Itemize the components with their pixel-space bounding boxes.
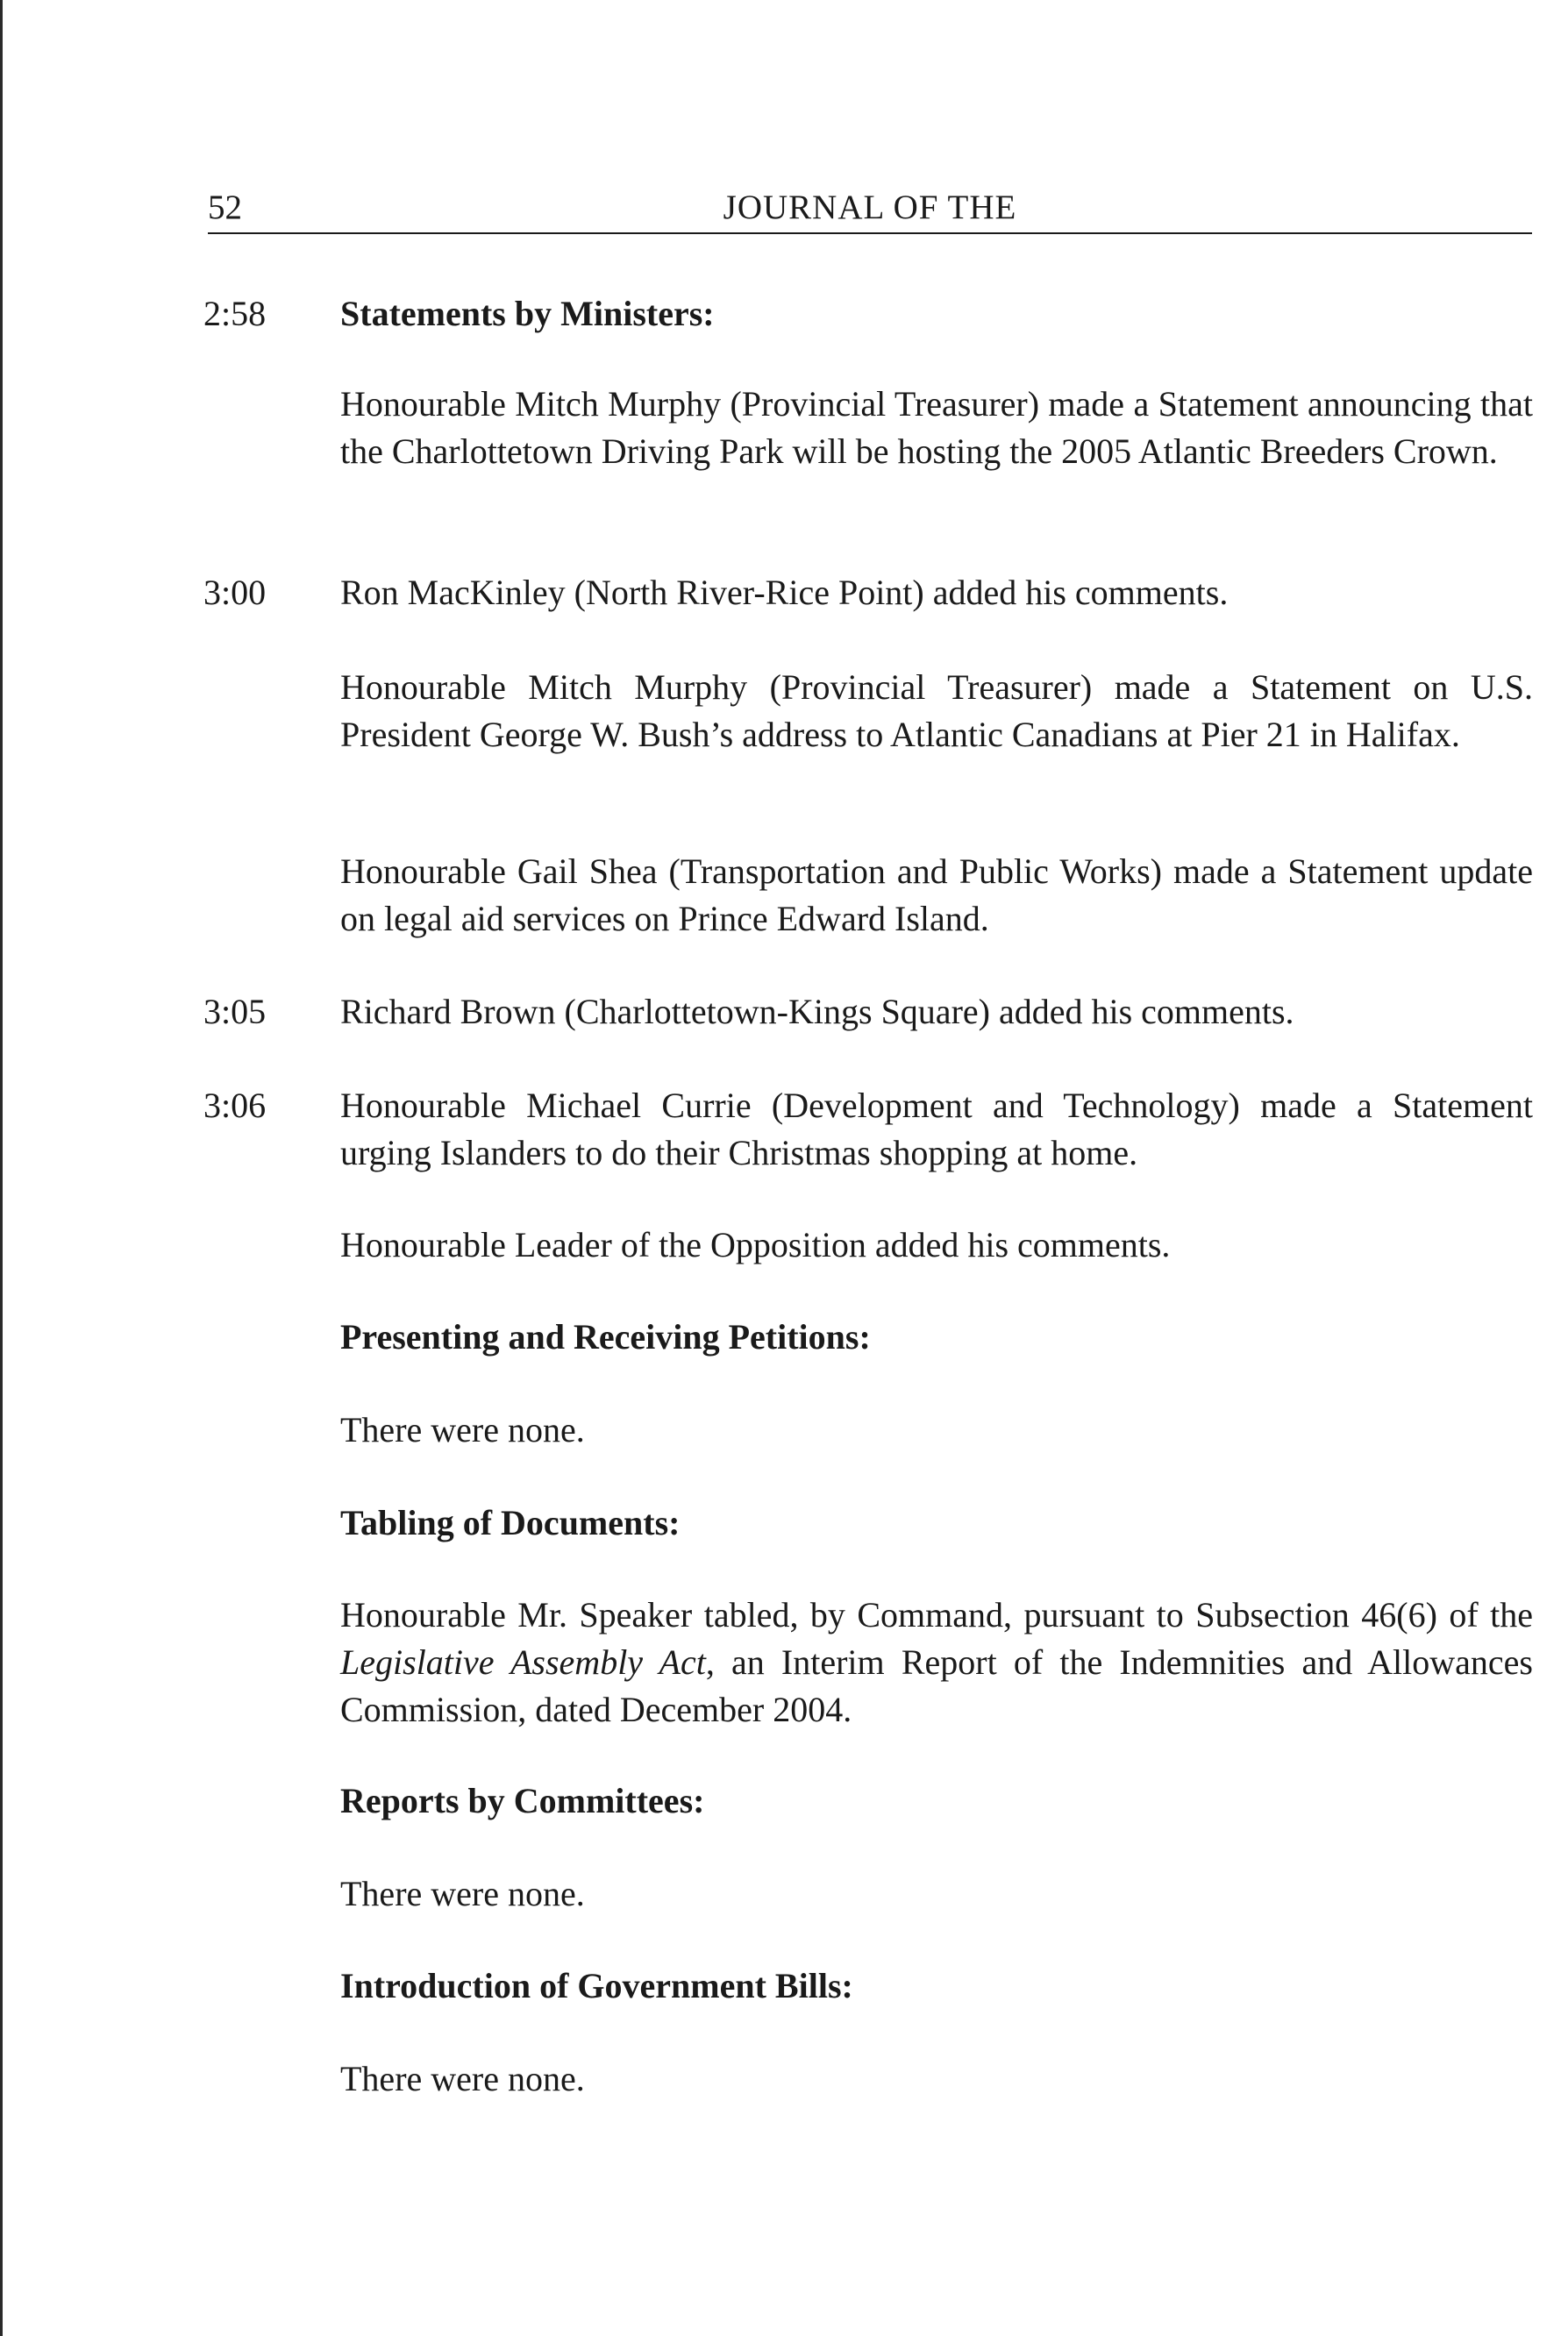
paragraph: Honourable Gail Shea (Transportation and Public Works) made a Statement update on legal aid services on Prince Edward Island. — [340, 851, 1533, 938]
act-title: Legislative Assembly Act — [340, 1642, 706, 1682]
section-heading: Presenting and Receiving Petitions: — [340, 1317, 871, 1357]
header-rule — [208, 232, 1532, 234]
paragraph: Ron MacKinley (North River-Rice Point) added his comments. — [340, 573, 1229, 612]
paragraph-text-before: Honourable Mr. Speaker tabled, by Command, pursuant to Subsection 46(6) of the — [340, 1595, 1533, 1634]
paragraph: Honourable Leader of the Opposition added his comments. — [340, 1225, 1171, 1264]
paragraph: Richard Brown (Charlottetown-Kings Square) added his comments. — [340, 992, 1294, 1031]
section-heading: Tabling of Documents: — [340, 1503, 681, 1542]
section-heading: Reports by Committees: — [340, 1781, 705, 1820]
page-number: 52 — [208, 189, 242, 226]
paragraph: Honourable Michael Currie (Development and Technology) made a Statement urging Islanders to do their Christmas shopping at home. — [340, 1086, 1533, 1172]
section-heading: Statements by Ministers: — [340, 294, 715, 333]
paragraph: There were none. — [340, 1410, 585, 1449]
timestamp: 3:05 — [203, 992, 267, 1031]
running-head: JOURNAL OF THE — [723, 189, 1017, 226]
paragraph: Honourable Mitch Murphy (Provincial Treasurer) made a Statement on U.S. President George W. Bush’s address to Atlantic Canadians at Pier 21 in Halifax. — [340, 667, 1533, 754]
paragraph: Honourable Mitch Murphy (Provincial Treasurer) made a Statement announcing that the Charlottetown Driving Park will be hosting the 2005 Atlantic Breeders Crown. — [340, 384, 1533, 471]
paragraph — [340, 1592, 1533, 1734]
paragraph-text-after: , an Interim Report of the Indemnities and Allowances Commission, dated December 2004. — [340, 1642, 1533, 1729]
page-header — [208, 186, 1532, 230]
timestamp: 2:58 — [203, 294, 267, 333]
paragraph: There were none. — [340, 1874, 585, 1913]
timestamp: 3:06 — [203, 1086, 267, 1125]
section-heading: Introduction of Government Bills: — [340, 1966, 853, 2005]
scan-edge — [0, 0, 3, 2336]
timestamp: 3:00 — [203, 573, 267, 612]
paragraph: There were none. — [340, 2059, 585, 2098]
